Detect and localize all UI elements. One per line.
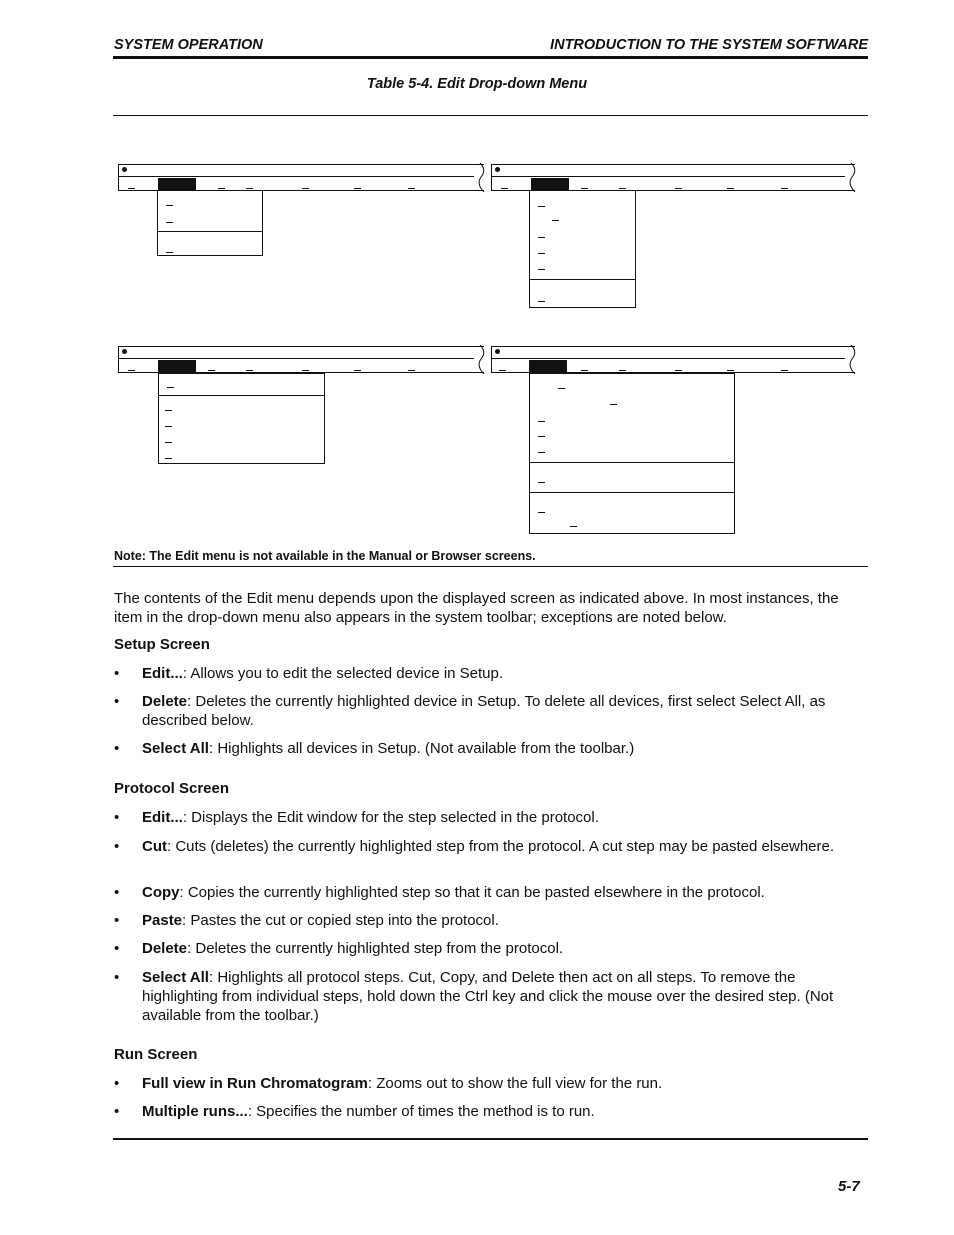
bullet-item: • Copy: Copies the currently highlighted step so that it can be pasted elsewhere in the protocol. [114, 884, 765, 901]
menu-window-setup [118, 164, 484, 191]
section-heading-setup: Setup Screen [114, 636, 210, 653]
edit-dropdown-protocol [529, 190, 636, 308]
window-control-dot [495, 167, 500, 172]
running-header-right: INTRODUCTION TO THE SYSTEM SOFTWARE [550, 37, 868, 53]
section-heading-run: Run Screen [114, 1046, 198, 1063]
section-heading-protocol: Protocol Screen [114, 780, 230, 797]
bullet-item: • Delete: Deletes the currently highlighted step from the protocol. [114, 940, 564, 957]
bullet-item: • Cut: Cuts (deletes) the currently highlighted step from the protocol. A cut step may be pasted elsewhere. [114, 838, 835, 855]
intro-paragraph: The contents of the Edit menu depends upon the displayed screen as indicated above. In most instances, the item in the drop-down menu also appears in the system toolbar; exceptions are noted below. [114, 590, 839, 626]
bullet-item: • Edit...: Displays the Edit window for the step selected in the protocol. [114, 809, 599, 826]
edit-menu-highlight[interactable] [529, 360, 567, 373]
note-rule [113, 566, 868, 567]
bullet-item: • Edit...: Allows you to edit the selected device in Setup. [114, 665, 504, 682]
bullet-item: • Select All: Highlights all devices in Setup. (Not available from the toolbar.) [114, 740, 635, 757]
header-rule [113, 56, 868, 59]
figure-note: Note: The Edit menu is not available in the Manual or Browser screens. [114, 549, 536, 563]
edit-dropdown-setup [157, 190, 263, 256]
window-control-dot [122, 167, 127, 172]
edit-dropdown-run [158, 373, 325, 464]
window-control-dot [495, 349, 500, 354]
bullet-item: • Select All: Highlights all protocol steps. Cut, Copy, and Delete then act on all steps. To remove the highlighting from individual steps, hold down the Ctrl key and click the mouse over the desired step. (Not available from the toolbar.) [114, 969, 834, 1024]
page-number: 5-7 [838, 1178, 860, 1195]
edit-dropdown-other [529, 373, 735, 534]
menu-window-run [118, 346, 484, 373]
window-control-dot [122, 349, 127, 354]
menu-window-other [491, 346, 855, 373]
bullet-item: • Full view in Run Chromatogram: Zooms out to show the full view for the run. [114, 1075, 663, 1092]
bullet-item: • Paste: Pastes the cut or copied step into the protocol. [114, 912, 499, 929]
caption-rule [113, 115, 868, 116]
table-caption: Table 5-4. Edit Drop-down Menu [366, 76, 588, 92]
footer-rule [113, 1138, 868, 1140]
menu-window-protocol [491, 164, 855, 191]
running-header-left: SYSTEM OPERATION [114, 37, 263, 53]
edit-menu-highlight[interactable] [158, 360, 196, 373]
bullet-item: • Delete: Deletes the currently highlighted device in Setup. To delete all devices, first select Select All, as described below. [114, 693, 826, 729]
bullet-item: • Multiple runs...: Specifies the number of times the method is to run. [114, 1103, 595, 1120]
